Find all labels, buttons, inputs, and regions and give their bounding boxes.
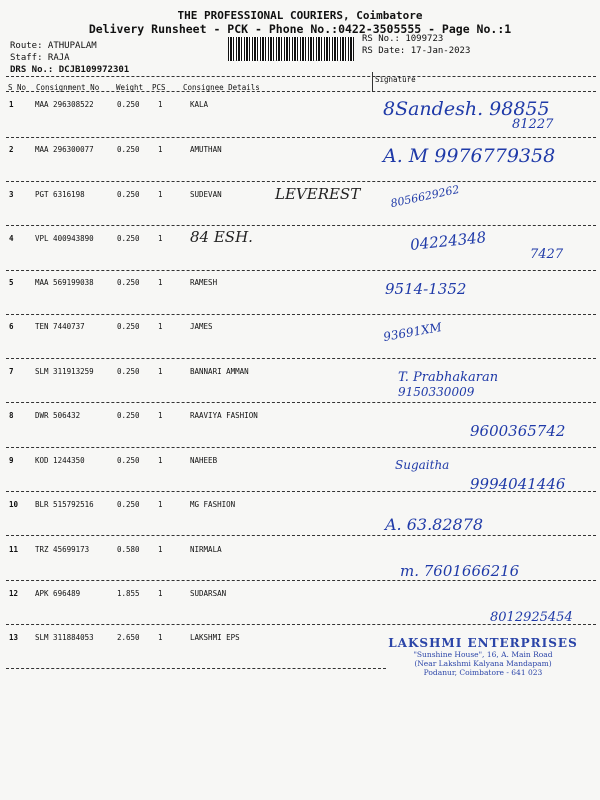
col-weight: Weight xyxy=(116,83,144,92)
row-consignment: TRZ 45699173 xyxy=(35,545,90,554)
row-sno: 10 xyxy=(9,500,19,509)
row-weight: 0.250 xyxy=(117,367,140,376)
row-divider xyxy=(6,535,596,536)
row-consignment: MAA 296308522 xyxy=(35,100,94,109)
company-stamp xyxy=(378,636,588,677)
row-consignment: MAA 296300077 xyxy=(35,145,94,154)
row-consignment: APK 696489 xyxy=(35,589,81,598)
row-weight: 0.250 xyxy=(117,190,140,199)
row-sno: 3 xyxy=(9,190,14,199)
row-sno: 13 xyxy=(9,633,19,642)
row-weight: 0.250 xyxy=(117,234,140,243)
row-divider xyxy=(6,402,596,403)
row-weight: 0.250 xyxy=(117,456,140,465)
handwritten-note: LEVEREST xyxy=(275,185,361,203)
row-weight: 0.580 xyxy=(117,545,140,554)
signature: 9994041446 xyxy=(470,475,566,493)
stamp-address-line: (Near Lakshmi Kalyana Mandapam) xyxy=(414,659,552,668)
signature: 9600365742 xyxy=(470,422,566,440)
row-pcs: 1 xyxy=(158,278,163,287)
row-consignee: KALA xyxy=(190,100,209,109)
row-pcs: 1 xyxy=(158,367,163,376)
signature: 8056629262 xyxy=(389,182,461,211)
staff-label: Staff: RAJA xyxy=(10,53,70,63)
row-consignment: KOD 1244350 xyxy=(35,456,85,465)
row-consignee: NAHEEB xyxy=(190,456,218,465)
row-weight: 1.855 xyxy=(117,589,140,598)
row-pcs: 1 xyxy=(158,322,163,331)
row-consignee: SUDEVAN xyxy=(190,190,222,199)
stamp-address-line: Podanur, Coimbatore - 641 023 xyxy=(423,668,543,677)
signature: 93691XM xyxy=(382,319,443,345)
row-weight: 0.250 xyxy=(117,100,140,109)
row-consignment: PGT 6316198 xyxy=(35,190,85,199)
signature: 8012925454 xyxy=(490,610,573,625)
row-consignee: MG FASHION xyxy=(190,500,236,509)
row-consignment: MAA 569199038 xyxy=(35,278,94,287)
signature: 7427 xyxy=(530,247,564,262)
row-sno: 4 xyxy=(9,234,14,243)
row-divider xyxy=(6,358,596,359)
row-pcs: 1 xyxy=(158,190,163,199)
row-pcs: 1 xyxy=(158,411,163,420)
row-sno: 9 xyxy=(9,456,14,465)
signature: 81227 xyxy=(512,117,554,132)
barcode xyxy=(228,37,354,61)
row-pcs: 1 xyxy=(158,633,163,642)
row-pcs: 1 xyxy=(158,145,163,154)
company-title: THE PROFESSIONAL COURIERS, Coimbatore xyxy=(177,9,423,22)
col-consignee: Consignee Details xyxy=(183,83,260,92)
col-pcs: PCS xyxy=(152,83,166,92)
row-divider xyxy=(6,314,596,315)
row-weight: 0.250 xyxy=(117,411,140,420)
row-sno: 11 xyxy=(9,545,19,554)
drs-number: DRS No.: DCJB109972301 xyxy=(10,65,130,75)
row-consignee: BANNARI AMMAN xyxy=(190,367,249,376)
row-divider xyxy=(6,137,596,138)
row-consignee: RAMESH xyxy=(190,278,218,287)
row-sno: 2 xyxy=(9,145,14,154)
row-divider xyxy=(6,181,596,182)
row-sno: 8 xyxy=(9,411,14,420)
row-pcs: 1 xyxy=(158,456,163,465)
row-sno: 7 xyxy=(9,367,14,376)
row-weight: 0.250 xyxy=(117,278,140,287)
row-weight: 0.250 xyxy=(117,322,140,331)
signature: T. Prabhakaran xyxy=(398,370,499,385)
rs-date: RS Date: 17-Jan-2023 xyxy=(362,46,471,56)
signature: A. M 9976779358 xyxy=(383,145,556,167)
signature: Sugaitha xyxy=(395,458,450,472)
stamp-address-line: "Sunshine House", 16, A. Main Road xyxy=(413,650,553,659)
signature: A. 63.82878 xyxy=(385,515,484,534)
row-consignment: SLM 311913259 xyxy=(35,367,94,376)
signature: 9514-1352 xyxy=(385,280,467,298)
row-consignment: TEN 7440737 xyxy=(35,322,85,331)
row-consignment: BLR 515792516 xyxy=(35,500,94,509)
rs-number: RS No.: 1099723 xyxy=(362,34,444,44)
signature: m. 7601666216 xyxy=(400,562,520,580)
row-consignee: JAMES xyxy=(190,322,213,331)
col-consignment: Consignment No xyxy=(36,83,100,92)
row-divider xyxy=(6,225,596,226)
row-consignment: SLM 311884053 xyxy=(35,633,94,642)
row-consignment: VPL 400943890 xyxy=(35,234,94,243)
signature: 9150330009 xyxy=(398,385,475,399)
row-pcs: 1 xyxy=(158,589,163,598)
row-pcs: 1 xyxy=(158,234,163,243)
row-consignee: RAAVIYA FASHION xyxy=(190,411,258,420)
row-pcs: 1 xyxy=(158,100,163,109)
row-consignee: NIRMALA xyxy=(190,545,222,554)
row-divider xyxy=(6,580,596,581)
col-sno: S No xyxy=(8,83,27,92)
row-consignee: SUDARSAN xyxy=(190,589,227,598)
row-weight: 2.650 xyxy=(117,633,140,642)
row-weight: 0.250 xyxy=(117,145,140,154)
runsheet-subtitle: Delivery Runsheet - PCK - Phone No.:0422-3505555 - Page No.:1 xyxy=(88,22,512,36)
stamp-company-name: LAKSHMI ENTERPRISES xyxy=(388,636,578,650)
row-sno: 1 xyxy=(9,100,14,109)
signature-column-divider xyxy=(372,72,373,92)
route-label: Route: ATHUPALAM xyxy=(10,41,97,51)
col-signature: Signature xyxy=(375,75,416,84)
signature: 8Sandesh. 98855 xyxy=(383,98,550,120)
signature: 04224348 xyxy=(409,228,488,254)
header-divider-top xyxy=(6,76,596,77)
row-divider xyxy=(6,447,596,448)
row-consignee: AMUTHAN xyxy=(190,145,222,154)
row-consignee: LAKSHMI EPS xyxy=(190,633,240,642)
row-divider xyxy=(6,668,386,669)
row-weight: 0.250 xyxy=(117,500,140,509)
row-sno: 6 xyxy=(9,322,14,331)
row-sno: 5 xyxy=(9,278,14,287)
row-pcs: 1 xyxy=(158,545,163,554)
handwritten-consignee: 84 ESH. xyxy=(190,228,253,246)
row-consignment: DWR 506432 xyxy=(35,411,81,420)
row-sno: 12 xyxy=(9,589,19,598)
row-divider xyxy=(6,270,596,271)
row-pcs: 1 xyxy=(158,500,163,509)
